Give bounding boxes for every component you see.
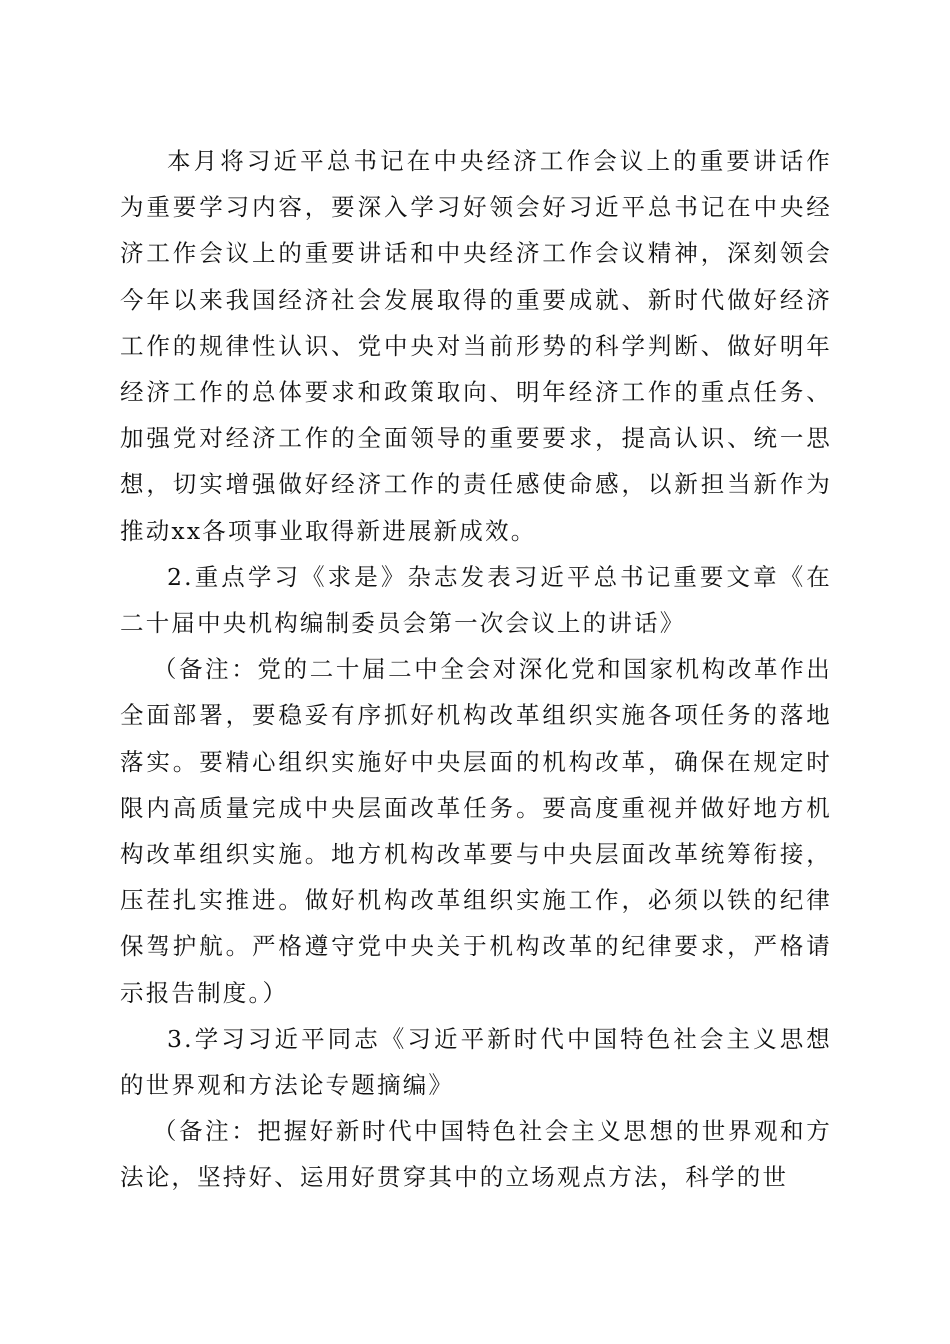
item-3-note: （备注：把握好新时代中国特色社会主义思想的世界观和方法论，坚持好、运用好贯穿其中的立场观点方法，科学的世: [120, 1117, 832, 1192]
document-body: [120, 138, 832, 1201]
body-paragraph: 本月将习近平总书记在中央经济工作会议上的重要讲话作为重要学习内容，要深入学习好领会好习近平总书记在中央经济工作会议上的重要讲话和中央经济工作会议精神，深刻领会今年以来我国经济社会发展取得的重要成就、新时代做好经济工作的规律性认识、党中央对当前形势的科学判断、做好明年经济工作的总体要求和政策取向、明年经济工作的重点任务、加强党对经济工作的全面领导的重要要求，提高认识、统一思想，切实增强做好经济工作的责任感使命感，以新担当新作为推动xx各项事业取得新进展新成效。: [120, 147, 832, 545]
item-2-note: （备注：党的二十届二中全会对深化党和国家机构改革作出全面部署，要稳妥有序抓好机构改革组织实施各项任务的落地落实。要精心组织实施好中央层面的机构改革，确保在规定时限内高质量完成中央层面改革任务。要高度重视并做好地方机构改革组织实施。地方机构改革要与中央层面改革统筹衔接，压茬扎实推进。做好机构改革组织实施工作，必须以铁的纪律保驾护航。严格遵守党中央关于机构改革的纪律要求，严格请示报告制度。）: [120, 655, 832, 1007]
item-2-heading: 2.重点学习《求是》杂志发表习近平总书记重要文章《在二十届中央机构编制委员会第一次会议上的讲话》: [120, 562, 832, 638]
item-3-heading: 3.学习习近平同志《习近平新时代中国特色社会主义思想的世界观和方法论专题摘编》: [120, 1024, 832, 1100]
